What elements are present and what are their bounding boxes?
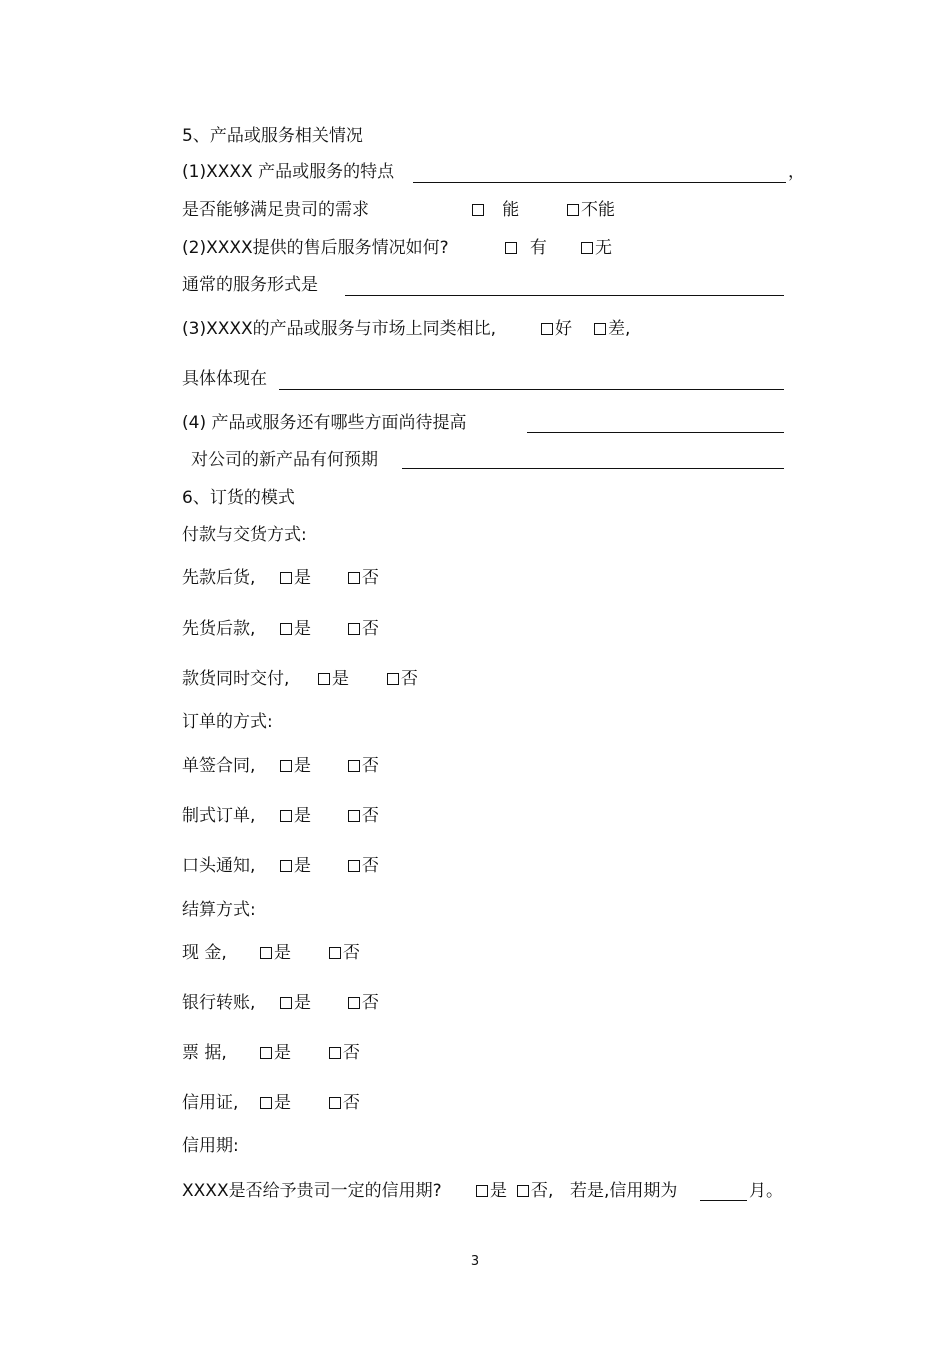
order-row-no[interactable]: 否 bbox=[348, 805, 379, 827]
checkbox-icon[interactable] bbox=[280, 860, 292, 872]
order-row-no[interactable]: 否 bbox=[348, 855, 379, 877]
checkbox-icon[interactable] bbox=[260, 1047, 272, 1059]
checkbox-icon[interactable] bbox=[280, 572, 292, 584]
payment-row-no[interactable]: 否 bbox=[348, 618, 379, 640]
settlement-row-no[interactable]: 否 bbox=[329, 1042, 360, 1064]
checkbox-icon[interactable] bbox=[505, 242, 517, 254]
settlement-row-no[interactable]: 否 bbox=[329, 1092, 360, 1114]
payment-row-yes[interactable]: 是 bbox=[318, 668, 349, 690]
q2-label: (2)XXXX提供的售后服务情况如何? bbox=[182, 238, 449, 258]
credit-period-unit: 月。 bbox=[749, 1181, 783, 1201]
checkbox-icon[interactable] bbox=[329, 947, 341, 959]
credit-period-blank[interactable] bbox=[700, 1200, 747, 1201]
checkbox-icon[interactable] bbox=[329, 1047, 341, 1059]
checkbox-icon[interactable] bbox=[348, 810, 360, 822]
payment-row-yes[interactable]: 是 bbox=[280, 618, 311, 640]
q1-sub-label: 是否能够满足贵司的需求 bbox=[182, 200, 369, 220]
order-row-yes[interactable]: 是 bbox=[280, 805, 311, 827]
order-row-no[interactable]: 否 bbox=[348, 755, 379, 777]
credit-no[interactable]: 否, bbox=[517, 1180, 553, 1202]
order-title: 订单的方式: bbox=[182, 712, 273, 732]
q2-option-a[interactable]: 有 bbox=[505, 237, 547, 259]
order-row-yes[interactable]: 是 bbox=[280, 755, 311, 777]
q2-answer-line[interactable] bbox=[345, 295, 784, 296]
checkbox-icon[interactable] bbox=[280, 810, 292, 822]
settlement-row-yes[interactable]: 是 bbox=[280, 992, 311, 1014]
settlement-row-label: 银行转账, bbox=[182, 993, 256, 1013]
checkbox-icon[interactable] bbox=[280, 623, 292, 635]
checkbox-icon[interactable] bbox=[594, 323, 606, 335]
checkbox-icon[interactable] bbox=[280, 760, 292, 772]
q1-answer-line[interactable] bbox=[413, 182, 786, 183]
q3-sub-label: 具体体现在 bbox=[182, 369, 267, 389]
checkbox-icon[interactable] bbox=[348, 997, 360, 1009]
q3-option-b[interactable]: 差, bbox=[594, 318, 630, 340]
checkbox-icon[interactable] bbox=[260, 1097, 272, 1109]
payment-row-yes[interactable]: 是 bbox=[280, 567, 311, 589]
payment-row-label: 先货后款, bbox=[182, 619, 256, 639]
checkbox-icon[interactable] bbox=[348, 623, 360, 635]
q4-label: (4) 产品或服务还有哪些方面尚待提高 bbox=[182, 413, 467, 433]
q3-label: (3)XXXX的产品或服务与市场上同类相比, bbox=[182, 319, 497, 339]
checkbox-icon[interactable] bbox=[260, 947, 272, 959]
q2-option-b[interactable]: 无 bbox=[581, 237, 612, 259]
checkbox-icon[interactable] bbox=[476, 1185, 488, 1197]
credit-question: XXXX是否给予贵司一定的信用期? bbox=[182, 1181, 442, 1201]
credit-yes[interactable]: 是 bbox=[476, 1180, 507, 1202]
order-row-label: 单签合同, bbox=[182, 756, 256, 776]
q3-answer-line[interactable] bbox=[279, 389, 784, 390]
payment-row-label: 先款后货, bbox=[182, 568, 256, 588]
settlement-row-label: 票 据, bbox=[182, 1043, 227, 1063]
q1-comma: ， bbox=[788, 162, 805, 182]
settlement-row-yes[interactable]: 是 bbox=[260, 1042, 291, 1064]
checkbox-icon[interactable] bbox=[329, 1097, 341, 1109]
settlement-row-no[interactable]: 否 bbox=[348, 992, 379, 1014]
order-row-yes[interactable]: 是 bbox=[280, 855, 311, 877]
checkbox-icon[interactable] bbox=[567, 204, 579, 216]
payment-row-label: 款货同时交付, bbox=[182, 669, 290, 689]
checkbox-icon[interactable] bbox=[348, 760, 360, 772]
q1-label: (1)XXXX 产品或服务的特点 bbox=[182, 162, 395, 182]
payment-row-no[interactable]: 否 bbox=[387, 668, 418, 690]
checkbox-icon[interactable] bbox=[472, 204, 484, 216]
checkbox-icon[interactable] bbox=[541, 323, 553, 335]
checkbox-icon[interactable] bbox=[517, 1185, 529, 1197]
checkbox-icon[interactable] bbox=[318, 673, 330, 685]
section-5-heading: 5、产品或服务相关情况 bbox=[182, 126, 363, 146]
settlement-row-label: 信用证, bbox=[182, 1093, 239, 1113]
q2-sub-label: 通常的服务形式是 bbox=[182, 275, 318, 295]
q1-option-a[interactable]: 能 bbox=[472, 199, 519, 221]
q3-option-a[interactable]: 好 bbox=[541, 318, 572, 340]
payment-row-no[interactable]: 否 bbox=[348, 567, 379, 589]
settlement-row-yes[interactable]: 是 bbox=[260, 942, 291, 964]
checkbox-icon[interactable] bbox=[387, 673, 399, 685]
settlement-row-label: 现 金, bbox=[182, 943, 227, 963]
q4-sub-answer-line[interactable] bbox=[402, 468, 784, 469]
payment-title: 付款与交货方式: bbox=[182, 525, 307, 545]
settlement-row-no[interactable]: 否 bbox=[329, 942, 360, 964]
page-number: 3 bbox=[470, 1254, 480, 1269]
order-row-label: 制式订单, bbox=[182, 806, 256, 826]
credit-period-label: 若是,信用期为 bbox=[570, 1181, 678, 1201]
order-row-label: 口头通知, bbox=[182, 856, 256, 876]
settlement-title: 结算方式: bbox=[182, 900, 256, 920]
q1-option-b[interactable]: 不能 bbox=[567, 199, 615, 221]
settlement-row-yes[interactable]: 是 bbox=[260, 1092, 291, 1114]
q4-answer-line[interactable] bbox=[527, 432, 784, 433]
section-6-heading: 6、订货的模式 bbox=[182, 488, 295, 508]
q4-sub-label: 对公司的新产品有何预期 bbox=[191, 450, 378, 470]
checkbox-icon[interactable] bbox=[348, 860, 360, 872]
checkbox-icon[interactable] bbox=[581, 242, 593, 254]
checkbox-icon[interactable] bbox=[280, 997, 292, 1009]
checkbox-icon[interactable] bbox=[348, 572, 360, 584]
credit-title: 信用期: bbox=[182, 1136, 239, 1156]
